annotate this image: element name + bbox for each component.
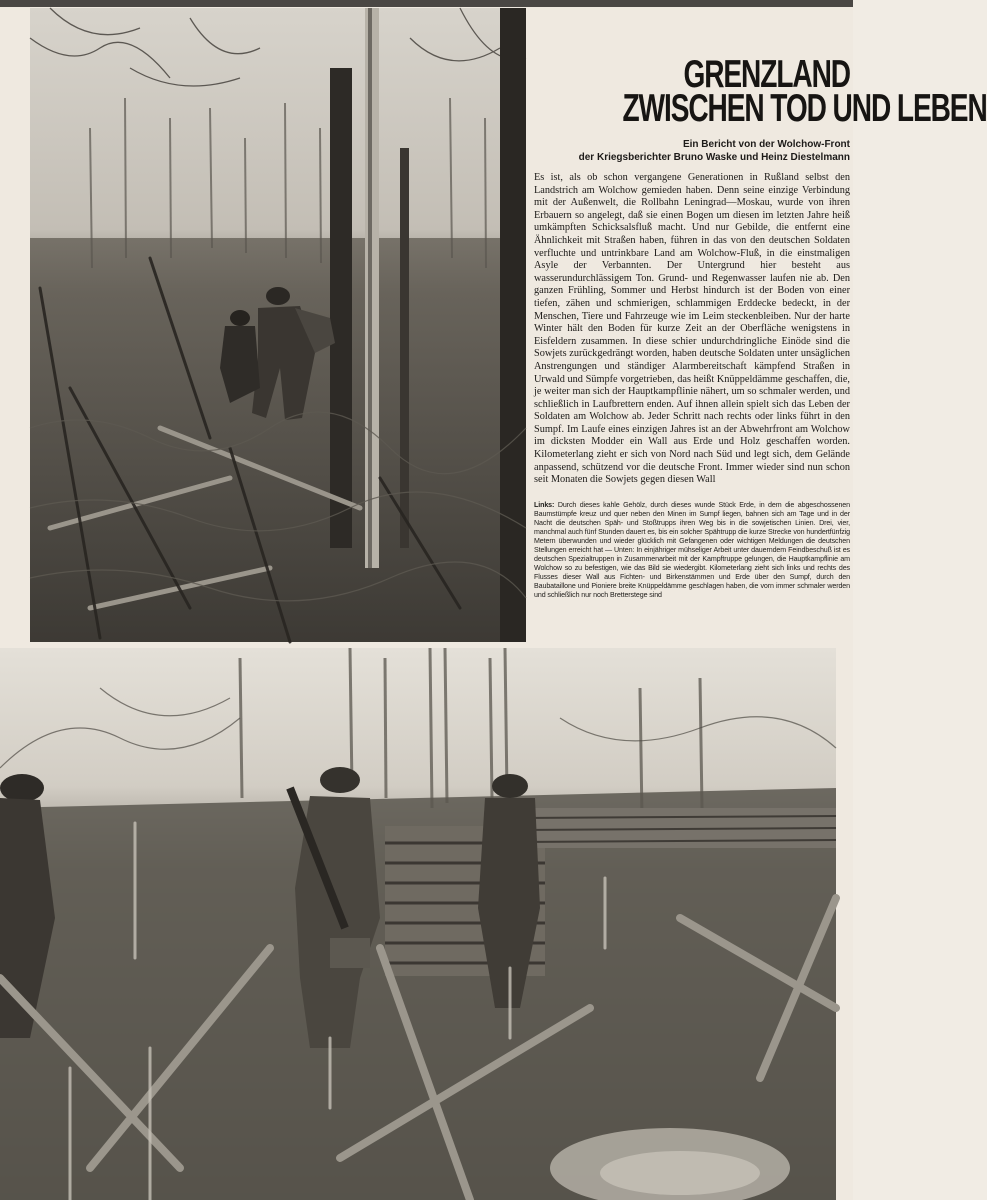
byline-line-1: Ein Bericht von der Wolchow-Front (682, 139, 850, 150)
byline (534, 138, 850, 164)
caption-label: Links: (534, 500, 555, 509)
forest-patrol-photo (30, 8, 526, 642)
photo-caption (534, 501, 850, 600)
headline-line-1: GRENZLAND (683, 53, 850, 96)
article-column (534, 8, 987, 648)
caption-text: Durch dieses kahle Gehölz, durch dieses wunde Stück Erde, in dem die abgeschossenen Baumstümpfe kreuz und quer neben den Minen im Sumpf liegen, bahnen sich am Tage und in der Nacht die deutschen Späh- und Stoßtrupps ihren Weg bis in die sowjetischen Linien. Drei, vier, manchmal auch fünf Stunden dauert es, bis ein solcher Spähtrupp die kurze Strecke von hundertfünfzig Metern überwunden und wieder glücklich mit Gefangenen oder wichtigen Meldungen die deutschen Stellungen erreicht hat — Unten: In einjähriger mühseliger Arbeit unter dauerndem Feindbeschuß ist es deutschen Spezialtruppen in Zusammenarbeit mit der Kampftruppe gelungen, die Hauptkampflinie am Wolchow so zu befestigen, wie das Bild sie wiedergibt. Kilometerlang zieht sich links und rechts des Flusses dieser Wall aus Fichten- und Birkenstämmen und Erde über den Sumpf, durch den Baubataillone und Pioniere breite Knüppeldämme geschlagen haben, die vorn immer schmaler werden und schließlich nur noch Bretterstege sind (534, 500, 850, 599)
forest-patrol-image (30, 8, 526, 642)
headline (622, 53, 987, 130)
byline-line-2: der Kriegsberichter Bruno Waske und Heinz Diestelmann (578, 152, 850, 163)
scan-edge (0, 0, 853, 7)
article-body: Es ist, als ob schon vergangene Generationen in Rußland selbst den Landstrich am Wolchow gemieden haben. Denn seine einzige Verbindung mit der Außenwelt, die Rollbahn Leningrad—Moskau, wurde von ihren Erbauern so angelegt, daß sie einen Bogen um diesen im letzten Jahre heiß umkämpften Schicksalsfluß macht. Und nur Gebilde, die entfernt eine Ähnlichkeit mit Straßen haben, führen in das von den deutschen Soldaten verfluchte und untrinkbare Land am Wolchow-Fluß, in die einstmaligen Asyle der Verbannten. Der Untergrund hier besteht aus wasserundurchlässigem Ton. Grund- und Regenwasser laufen nie ab. Den ganzen Frühling, Sommer und Herbst hindurch ist der Boden von einer tiefen, zähen und schmierigen, schlammigen Erddecke bedeckt, in der Menschen, Tiere und Fahrzeuge wie im Leim steckenbleiben. Nur der harte Winter hält den Boden für kurze Zeit an der Oberfläche wenigstens in Eisfeldern zusammen. In diese schier undurchdringliche Einöde sind die Sowjets zurückgedrängt worden, haben deutsche Soldaten unter unsäglichen Anstrengungen und ständiger Alarmbereitschaft kämpfend Straßen in Urwald und Sümpfe vorgetrieben, das heißt Knüppeldämme geschaffen, die, je weiter man sich der Hauptkampflinie nähert, um so schmaler werden, und schließlich in Laufbrettern enden. Auf ihnen allein spielt sich das Leben der Soldaten am Wolchow ab. Jeder Schritt nach rechts oder links führt in den Sumpf. Im Laufe eines einzigen Jahres ist an der Abwehrfront am Wolchow im dicksten Modder ein Wall aus Erde und Holz geschaffen worden. Kilometerlang zieht er sich von Nord nach Süd und legt sich, dem Gelände anpassend, schützend vor die deutsche Front. Immer wieder sind nun schon seit Monaten die Sowjets gegen diesen Wall (534, 172, 850, 486)
headline-line-2: ZWISCHEN TOD UND LEBEN (622, 87, 987, 130)
trench-wall-photo (0, 648, 836, 1200)
trench-wall-image (0, 648, 836, 1200)
